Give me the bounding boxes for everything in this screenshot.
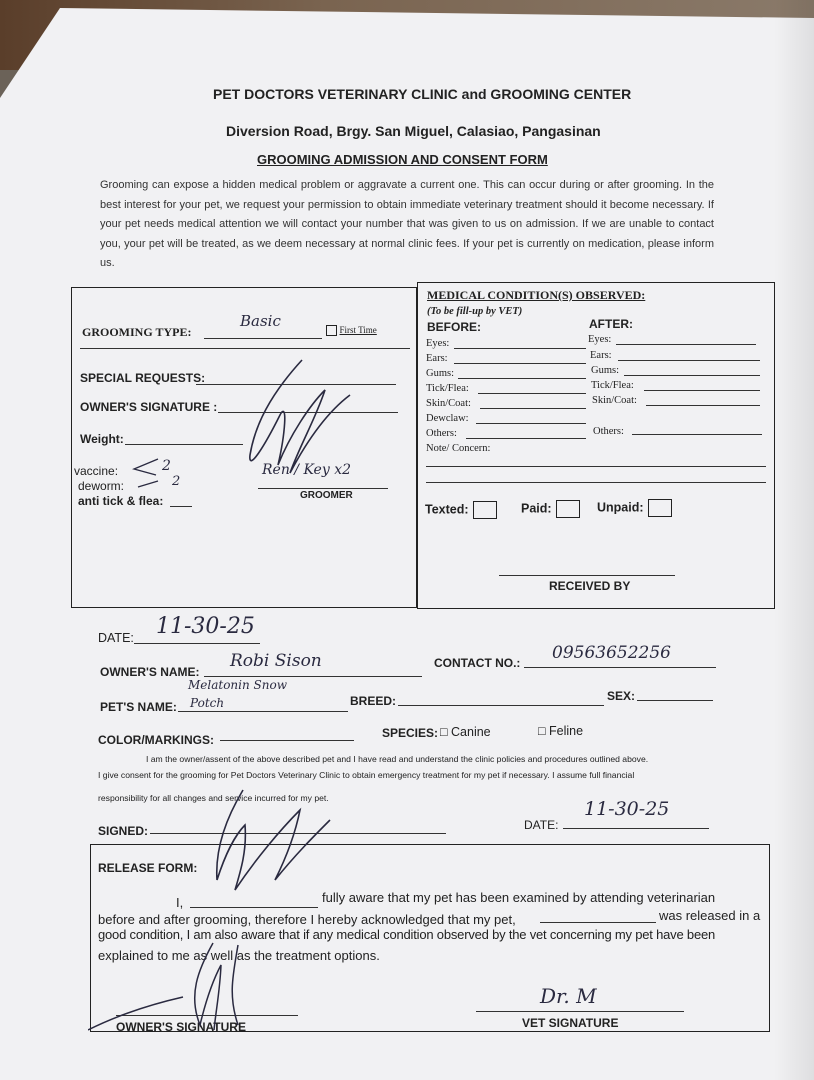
medical-title: MEDICAL CONDITION(S) OBSERVED: <box>427 288 646 302</box>
before-label: BEFORE: <box>427 320 481 334</box>
owner-name-label: OWNER'S NAME: <box>100 665 200 679</box>
after-eyes-line[interactable] <box>616 344 756 345</box>
release-text-2b: was released in a <box>659 908 761 923</box>
vaccine-value: 2 <box>162 458 171 474</box>
signed-label: SIGNED: <box>98 824 149 838</box>
breed-label: BREED: <box>350 694 397 708</box>
received-by-line[interactable] <box>499 575 675 576</box>
species-label: SPECIES: <box>382 726 439 740</box>
before-eyes: Eyes: <box>426 338 450 349</box>
unpaid-checkbox[interactable] <box>648 499 672 517</box>
before-tickflea: Tick/Flea: <box>426 383 469 394</box>
texted-checkbox[interactable] <box>473 501 497 519</box>
first-time-label: First Time <box>339 325 377 335</box>
sex-line[interactable] <box>637 700 713 701</box>
anti-tick-label: anti tick & flea: <box>78 494 164 508</box>
contact-value: 09563652256 <box>552 643 671 663</box>
grooming-type-line[interactable] <box>204 338 322 339</box>
texted-label: Texted: <box>425 502 469 517</box>
vaccine-scribble <box>128 455 168 490</box>
release-text-3: good condition, I am also aware that if any medical condition observed by the vet concerning my pet have been <box>98 927 716 942</box>
before-dewclaw: Dewclaw: <box>426 413 469 424</box>
form-title: GROOMING ADMISSION AND CONSENT FORM <box>257 152 548 167</box>
owner-signature-label: OWNER'S SIGNATURE : <box>80 400 218 414</box>
pet-name-line[interactable] <box>178 711 348 712</box>
consent-date-line[interactable] <box>563 828 709 829</box>
received-by-label: RECEIVED BY <box>549 579 631 593</box>
unpaid-field <box>597 499 672 517</box>
before-eyes-line[interactable] <box>454 348 586 349</box>
date-label: DATE: <box>98 631 134 645</box>
color-line[interactable] <box>220 740 354 741</box>
groomer-line[interactable] <box>258 488 388 489</box>
deworm-label: deworm: <box>78 479 125 493</box>
before-gums: Gums: <box>426 368 455 379</box>
note-line-1[interactable] <box>426 466 766 467</box>
after-gums: Gums: <box>591 365 620 376</box>
weight-line[interactable] <box>125 444 243 445</box>
first-time-checkbox[interactable] <box>326 325 377 336</box>
groomer-value: Ren / Key x2 <box>262 462 351 478</box>
vet-sig-line[interactable] <box>476 1011 684 1012</box>
special-requests-label: SPECIAL REQUESTS: <box>80 371 206 385</box>
release-text-1: fully aware that my pet has been examined by attending veterinarian <box>322 890 716 905</box>
contact-label: CONTACT NO.: <box>434 656 521 670</box>
date-line[interactable] <box>134 643 260 644</box>
owner-sig-label: OWNER'S SIGNATURE <box>116 1020 246 1034</box>
before-skincoat-line[interactable] <box>480 408 586 409</box>
paid-label: Paid: <box>521 501 552 516</box>
unpaid-label: Unpaid: <box>597 500 644 515</box>
grooming-type-extra-line[interactable] <box>80 348 410 349</box>
signed-scribble <box>195 780 335 895</box>
deworm-value: 2 <box>172 474 181 489</box>
before-ears: Ears: <box>426 353 448 364</box>
before-ears-line[interactable] <box>454 363 586 364</box>
after-label: AFTER: <box>589 317 633 331</box>
first-time-box[interactable] <box>326 325 337 336</box>
release-i-label: I, <box>176 895 184 910</box>
after-eyes: Eyes: <box>588 334 612 345</box>
groomer-label: GROOMER <box>300 490 353 501</box>
consent-line-1: I am the owner/assent of the above described pet and I have read and understand the clinic policies and procedures outlined above. <box>146 754 649 764</box>
date-value: 11-30-25 <box>156 614 255 639</box>
vet-signature-value: Dr. M <box>540 984 597 1008</box>
after-gums-line[interactable] <box>624 375 760 376</box>
color-label: COLOR/MARKINGS: <box>98 733 214 747</box>
grooming-type-value: Basic <box>240 312 281 330</box>
after-skincoat-line[interactable] <box>646 405 760 406</box>
vet-sig-label: VET SIGNATURE <box>522 1016 619 1030</box>
owner-signature-scribble <box>230 355 360 480</box>
release-title: RELEASE FORM: <box>98 861 198 875</box>
weight-label: Weight: <box>80 432 124 446</box>
paid-checkbox[interactable] <box>556 500 580 518</box>
before-gums-line[interactable] <box>458 378 586 379</box>
note-concern-label: Note/ Concern: <box>426 443 491 454</box>
after-ears-line[interactable] <box>618 360 760 361</box>
owner-name-line[interactable] <box>204 676 422 677</box>
vaccine-label: vaccine: <box>74 464 119 478</box>
before-others: Others: <box>426 428 457 439</box>
after-others-line[interactable] <box>632 434 762 435</box>
anti-tick-line[interactable] <box>170 506 192 507</box>
before-dewclaw-line[interactable] <box>476 423 586 424</box>
intro-paragraph: Grooming can expose a hidden medical problem or aggravate a current one. This can occur during or after grooming. In the best interest for your pet, we request your permission to obtain immediate veterinary treatment should it become necessary. If your pet needs medical attention we will contact your number that was given to us on admission. If we are unable to contact you, your pet will be treated, as we deem necessary at normal clinic fees. If your pet is currently on medication, please inform us. <box>100 179 714 269</box>
medical-subtitle: (To be fill-up by VET) <box>427 306 523 317</box>
breed-line[interactable] <box>398 705 604 706</box>
feline-option[interactable]: □ Feline <box>538 724 584 738</box>
owner-name-value: Robi Sison <box>230 651 322 671</box>
paid-field <box>521 500 580 518</box>
after-others: Others: <box>593 426 624 437</box>
pet-name-label: PET'S NAME: <box>100 700 177 714</box>
after-tickflea: Tick/Flea: <box>591 380 634 391</box>
before-tickflea-line[interactable] <box>478 393 586 394</box>
after-ears: Ears: <box>590 350 612 361</box>
canine-option[interactable]: □ Canine <box>440 725 491 739</box>
grooming-type-label: GROOMING TYPE: <box>82 325 192 339</box>
release-pet-line[interactable] <box>540 922 656 923</box>
consent-date-label: DATE: <box>524 818 559 832</box>
after-tickflea-line[interactable] <box>644 390 760 391</box>
consent-line-3: responsibility for all changes and service incurred for my pet. <box>98 793 329 803</box>
note-line-2[interactable] <box>426 482 766 483</box>
release-owner-scribble <box>88 935 258 1035</box>
consent-date-value: 11-30-25 <box>584 798 670 820</box>
sex-label: SEX: <box>607 689 636 703</box>
contact-line[interactable] <box>524 667 716 668</box>
release-name-line[interactable] <box>190 907 318 908</box>
release-text-4: explained to me as well as the treatment options. <box>98 948 380 963</box>
clinic-address: Diversion Road, Brgy. San Miguel, Calasiao, Pangasinan <box>226 123 601 139</box>
release-text-2a: before and after grooming, therefore I hereby acknowledged that my pet, <box>98 912 516 927</box>
texted-field <box>425 501 497 519</box>
pet-name-value-1: Melatonin Snow <box>188 678 287 692</box>
clinic-name: PET DOCTORS VETERINARY CLINIC and GROOMING CENTER <box>213 86 632 102</box>
after-skincoat: Skin/Coat: <box>592 395 637 406</box>
before-others-line[interactable] <box>466 438 586 439</box>
before-skincoat: Skin/Coat: <box>426 398 471 409</box>
pet-name-value-2: Potch <box>190 696 225 710</box>
consent-line-2: I give consent for the grooming for Pet Doctors Veterinary Clinic to obtain emergency treatment for my pet if necessary. I assume full financial <box>98 770 635 780</box>
